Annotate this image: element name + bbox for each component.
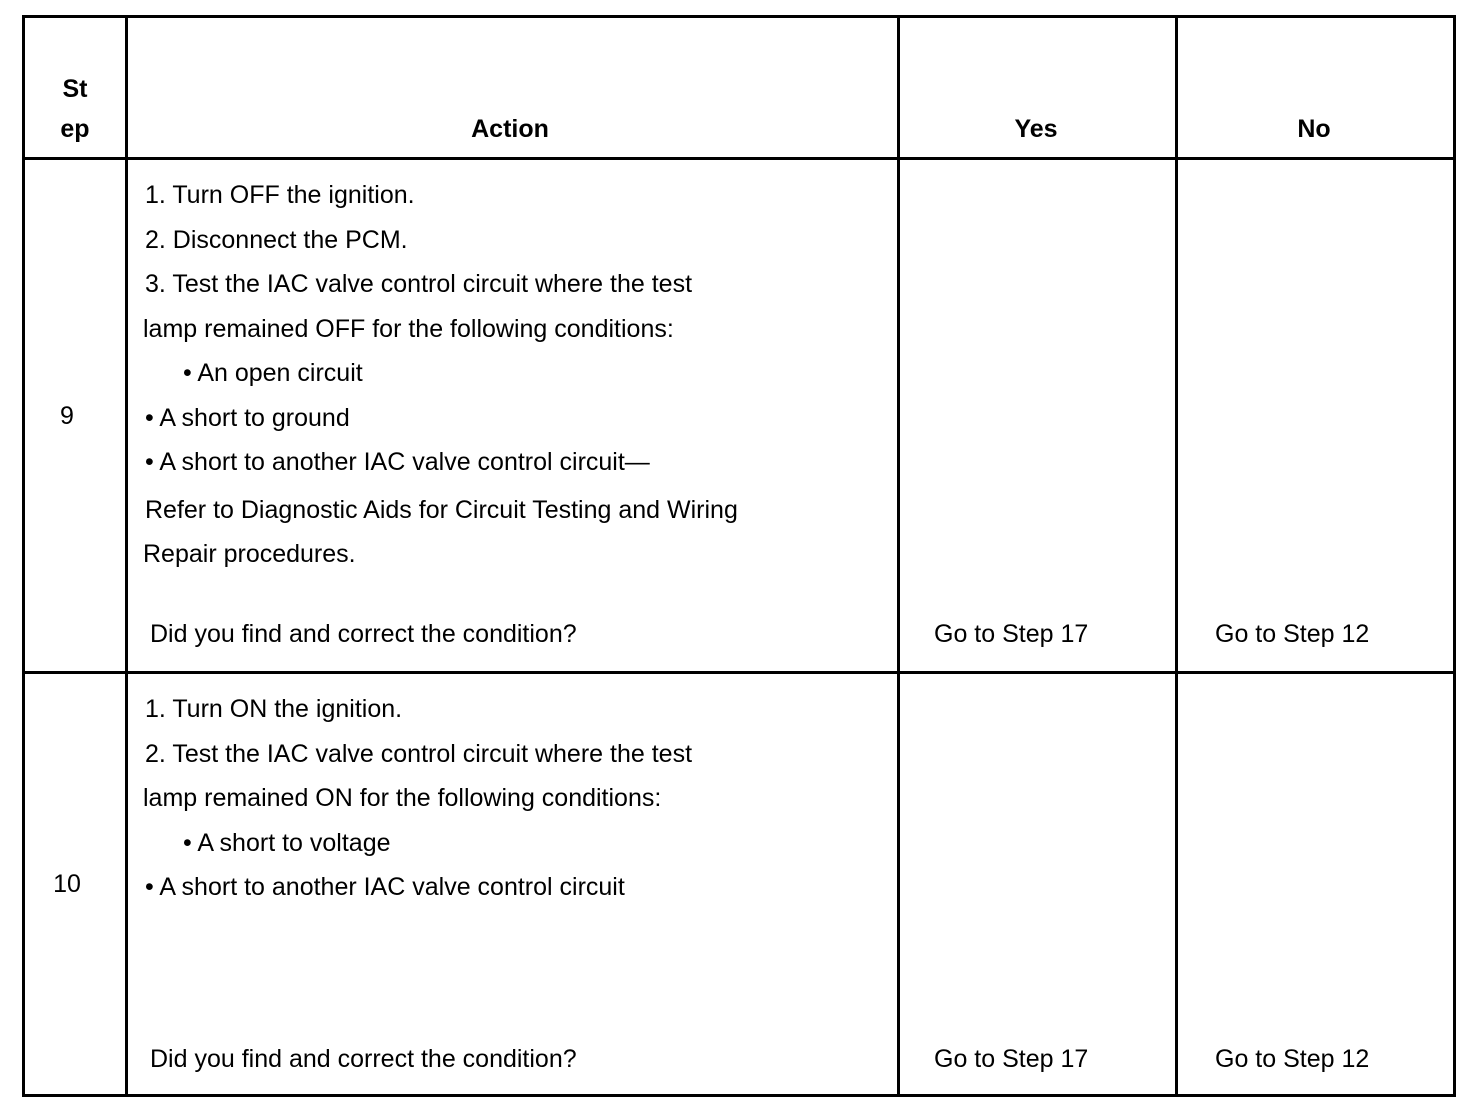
step-number: 10 [53, 870, 81, 898]
header-no: No [1297, 115, 1331, 143]
action-line: lamp remained ON for the following conditions: [143, 784, 662, 812]
column-divider [1175, 18, 1178, 1094]
action-line: 2. Test the IAC valve control circuit where the test [145, 740, 693, 768]
action-line: 3. Test the IAC valve control circuit where the test [145, 270, 693, 298]
no-result: Go to Step 12 [1215, 620, 1370, 648]
action-bullet: • A short to ground [145, 404, 350, 432]
action-line: 1. Turn OFF the ignition. [145, 181, 415, 209]
action-bullet: • A short to another IAC valve control circuit— [145, 448, 650, 476]
yes-result: Go to Step 17 [934, 620, 1089, 648]
yes-result: Go to Step 17 [934, 1045, 1089, 1073]
header-step-line1: St [62, 75, 88, 103]
action-line: 2. Disconnect the PCM. [145, 226, 408, 254]
row-divider [25, 157, 1453, 160]
action-bullet: • A short to voltage [183, 829, 391, 857]
step-number: 9 [60, 402, 74, 430]
header-yes: Yes [1014, 115, 1058, 143]
header-action: Action [471, 115, 549, 143]
action-line: Refer to Diagnostic Aids for Circuit Testing and Wiring [145, 496, 738, 524]
action-line: 1. Turn ON the ignition. [145, 695, 403, 723]
no-result: Go to Step 12 [1215, 1045, 1370, 1073]
column-divider [125, 18, 128, 1094]
action-bullet: • A short to another IAC valve control circuit [145, 873, 625, 901]
action-line: lamp remained OFF for the following conditions: [143, 315, 674, 343]
action-question: Did you find and correct the condition? [150, 1045, 577, 1073]
action-question: Did you find and correct the condition? [150, 620, 577, 648]
action-bullet: • An open circuit [183, 359, 363, 387]
action-line: Repair procedures. [143, 540, 356, 568]
header-step-line2: ep [60, 115, 90, 143]
row-divider [25, 671, 1453, 674]
column-divider [897, 18, 900, 1094]
